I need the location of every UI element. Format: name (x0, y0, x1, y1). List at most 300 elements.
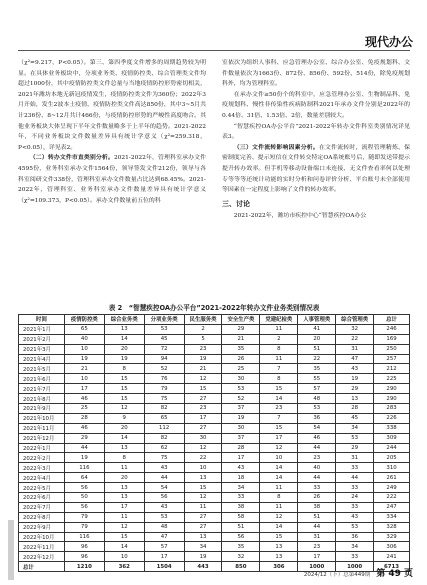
table-row (19, 423, 410, 433)
table-cell: 8 (260, 374, 298, 384)
table-cell: 2022年11月 (19, 542, 65, 552)
table-cell: 2022年4月 (19, 473, 65, 483)
table-cell: 2022年3月 (19, 463, 65, 473)
column-header: 分项业务类 (144, 315, 184, 325)
table-cell: 51 (222, 522, 260, 532)
table-header-row (19, 315, 410, 325)
table-cell: 11 (184, 502, 222, 512)
table-cell: 14 (260, 473, 298, 483)
table-cell: 2021年6月 (19, 374, 65, 384)
table-cell: 13 (104, 483, 144, 493)
table-cell: 225 (374, 374, 410, 384)
table-cell: 19 (184, 552, 222, 562)
table-cell: 50 (64, 493, 104, 503)
table-cell: 62 (144, 443, 184, 453)
table-row (19, 374, 410, 384)
table-cell: 52 (144, 364, 184, 374)
table-cell: 205 (374, 453, 410, 463)
table-cell: 28 (336, 404, 374, 414)
table-cell: 27 (184, 522, 222, 532)
table-cell: 8 (260, 493, 298, 503)
table-cell: 9 (104, 413, 144, 423)
table-cell: 306 (260, 562, 298, 572)
table-cell: 329 (374, 532, 410, 542)
table-cell: 45 (336, 413, 374, 423)
table-cell: 33 (222, 493, 260, 503)
left-column (18, 58, 206, 294)
table-cell: 15 (104, 384, 144, 394)
table-cell: 290 (374, 384, 410, 394)
table-cell: 35 (222, 344, 260, 354)
table-cell: 116 (64, 532, 104, 542)
table-cell: 56 (222, 532, 260, 542)
table-cell: 2021年4月 (19, 354, 65, 364)
table-cell: 65 (144, 413, 184, 423)
paragraph-text: 2021-2022年，管理科室承办文件4595份，业务科室承办文件1564份，领导签发文件212份，领导与各科室阅研文件338份，管理科室承办文件数量占比达到68.45%。2021-2022年，管理科室、业务科室承办文件数量差异具有统计学意义（χ²=109.373，P<0.05）。承办文件数量前五位的科 (18, 155, 206, 204)
table-cell: 41 (298, 324, 336, 334)
table-cell: 23 (298, 453, 336, 463)
subsection-heading: （二）转办文件市直类别分析。 (29, 155, 114, 162)
corner-mark (8, 520, 14, 580)
table-cell: 250 (374, 344, 410, 354)
table-cell: 12 (104, 404, 144, 414)
table-cell: 112 (144, 423, 184, 433)
table-cell: 2021年9月 (19, 404, 65, 414)
table-row (19, 453, 410, 463)
table-cell: 338 (374, 423, 410, 433)
column-header: 人事管理类 (298, 315, 336, 325)
table-cell: 2021年7月 (19, 384, 65, 394)
table-cell: 79 (144, 384, 184, 394)
table-cell: 27 (184, 394, 222, 404)
table-cell: 14 (104, 433, 144, 443)
table-row (19, 334, 410, 344)
table-cell: 53 (144, 512, 184, 522)
table-cell: 47 (144, 532, 184, 542)
table-cell: 33 (336, 502, 374, 512)
header-rule (18, 50, 410, 51)
table-cell: 246 (374, 324, 410, 334)
table-cell: 25 (222, 364, 260, 374)
table-cell: 10 (184, 463, 222, 473)
column-header: 民生服务类 (184, 315, 222, 325)
table-cell: 27 (184, 423, 222, 433)
body-columns (18, 58, 410, 294)
table-cell: 44 (298, 473, 336, 483)
table-cell: 40 (298, 463, 336, 473)
table-cell: 96 (64, 542, 104, 552)
table-cell: 2021年11月 (19, 423, 65, 433)
table-cell: 53 (222, 384, 260, 394)
table-cell: 12 (260, 512, 298, 522)
table-cell: 15 (104, 532, 144, 542)
table-cell: 13 (184, 473, 222, 483)
paragraph-text: 在承办文件≥50份个的科室中，应急管理办公室、生物制品科、免疫规划科、慢性非传染性疾病防制科2021年承办文件分别是2022年的0.44倍、31倍、1.53倍、2倍，数量差别较大。 (222, 91, 410, 119)
table-cell: 10 (104, 552, 144, 562)
table-cell: 22 (184, 453, 222, 463)
table-cell: 34 (336, 423, 374, 433)
table-cell: 44 (298, 522, 336, 532)
table-cell: 48 (298, 394, 336, 404)
table-cell: 21 (184, 364, 222, 374)
table-row (19, 512, 410, 522)
table-cell: 261 (374, 473, 410, 483)
table-cell: 29 (64, 433, 104, 443)
table-cell: 247 (374, 502, 410, 512)
table-cell: 2 (184, 324, 222, 334)
table-cell: 13 (184, 532, 222, 542)
table-cell: 76 (144, 374, 184, 384)
table-cell: 2021年3月 (19, 344, 65, 354)
table-cell: 17 (104, 502, 144, 512)
table-cell: 23 (260, 404, 298, 414)
table-cell: 33 (336, 483, 374, 493)
table-cell: 12 (184, 493, 222, 503)
table-cell: 38 (222, 502, 260, 512)
table-row (19, 344, 410, 354)
business-category-table (18, 314, 410, 572)
table-cell: 79 (64, 512, 104, 522)
table-cell: 15 (260, 384, 298, 394)
table-cell: 36 (336, 532, 374, 542)
table-cell: 53 (144, 324, 184, 334)
table-row (19, 473, 410, 483)
table-cell: 20 (104, 473, 144, 483)
table-cell: 283 (374, 404, 410, 414)
table-cell: 12 (260, 443, 298, 453)
paragraph-text: （χ²=9.217，P<0.05）。第三、第四季度文件增多的周期趋势较为明显。在具体业务板块中，分项业务类、疫情防控类、综合管理类文件均超过1000份，其中疫情防控类文件总量与当地疫情防控形势密切相关，2021年潍坊本地无新冠疫情发生，疫情防控类文件为360份；2022年3月开始，发生2波本土疫情，疫情防控类文件高达850份，其中3~5月共计236份、8~12月共计466份，与疫情防控形势的严峻性高度吻合。其他业务板块大体呈现下半年文件数量略多于上半年的趋势。2021-2022年，不同业务板块文件数量差异具有统计学意义（χ²=259.318，P<0.05），详见表2。 (18, 60, 206, 151)
table-cell: 34 (222, 483, 260, 493)
table-cell: 21 (222, 334, 260, 344)
table-row (19, 522, 410, 532)
table-cell: 19 (104, 354, 144, 364)
table-cell: 32 (222, 552, 260, 562)
table-cell: 54 (298, 423, 336, 433)
table-cell: 15 (184, 384, 222, 394)
table-cell: 15 (104, 374, 144, 384)
paragraph-text: “智慧疾控OA办公平台”2021-2022年转办文件科室类别情况详见表3。 (222, 123, 410, 141)
table-cell: 56 (64, 502, 104, 512)
table-cell: 30 (222, 423, 260, 433)
table-cell: 33 (298, 483, 336, 493)
table-cell: 19 (336, 374, 374, 384)
table-cell: 55 (298, 374, 336, 384)
table-cell: 44 (144, 473, 184, 483)
table-cell: 15 (184, 483, 222, 493)
table-cell: 10 (260, 453, 298, 463)
table-cell: 15 (260, 532, 298, 542)
table-cell: 65 (64, 324, 104, 334)
table-cell: 11 (260, 502, 298, 512)
table-cell: 2022年8月 (19, 512, 65, 522)
body-paragraph (222, 211, 410, 222)
table-cell: 334 (374, 512, 410, 522)
table-cell: 20 (298, 334, 336, 344)
table-cell: 13 (260, 552, 298, 562)
table-cell: 57 (298, 384, 336, 394)
column-header: 总计 (374, 315, 410, 325)
table-cell: 2022年5月 (19, 483, 65, 493)
body-paragraph (222, 58, 410, 90)
table-cell: 7 (260, 364, 298, 374)
column-header: 综合管理类 (336, 315, 374, 325)
table-cell: 22 (298, 354, 336, 364)
table-cell: 1000 (336, 562, 374, 572)
table-cell: 48 (144, 522, 184, 532)
table-cell: 46 (298, 433, 336, 443)
table-cell: 56 (64, 483, 104, 493)
table-cell: 75 (144, 394, 184, 404)
table-cell: 14 (104, 334, 144, 344)
table-cell: 2022年1月 (19, 443, 65, 453)
table-cell: 10 (64, 374, 104, 384)
table-cell: 13 (260, 542, 298, 552)
table-cell: 2022年9月 (19, 522, 65, 532)
table-cell: 11 (260, 354, 298, 364)
table-cell: 25 (64, 404, 104, 414)
column-header: 综合业务类 (104, 315, 144, 325)
subsection-heading: （三）文件流转影响因素分析。 (233, 144, 319, 151)
table-row (19, 483, 410, 493)
table-cell: 37 (222, 404, 260, 414)
table-cell: 94 (144, 354, 184, 364)
table-cell: 2021年1月 (19, 324, 65, 334)
table-cell: 2021年8月 (19, 394, 65, 404)
table-row (19, 354, 410, 364)
table-cell: 26 (222, 354, 260, 364)
table-cell: 17 (64, 384, 104, 394)
table-cell: 54 (144, 483, 184, 493)
table-cell: 33 (336, 463, 374, 473)
table-cell: 241 (374, 552, 410, 562)
table-cell: 15 (104, 394, 144, 404)
table-cell: 44 (298, 443, 336, 453)
table-cell: 总计 (19, 562, 65, 572)
body-paragraph (18, 153, 206, 206)
table-cell: 75 (144, 453, 184, 463)
table-cell: 44 (336, 473, 374, 483)
table-cell: 53 (336, 522, 374, 532)
table-cell: 36 (298, 413, 336, 423)
table-row (19, 532, 410, 542)
table-cell: 13 (336, 394, 374, 404)
table-cell: 10 (64, 344, 104, 354)
table-cell: 43 (336, 364, 374, 374)
table-cell: 43 (144, 463, 184, 473)
table-cell: 37 (222, 433, 260, 443)
table-cell: 8 (104, 453, 144, 463)
right-column (222, 58, 410, 294)
table-row (19, 493, 410, 503)
table-cell: 328 (374, 522, 410, 532)
table-cell: 2022年12月 (19, 552, 65, 562)
table-cell: 18 (222, 473, 260, 483)
table-cell: 12 (184, 443, 222, 453)
table-cell: 2022年10月 (19, 532, 65, 542)
table-cell: 31 (298, 532, 336, 542)
table-cell: 11 (104, 512, 144, 522)
table-cell: 17 (222, 453, 260, 463)
table-cell: 27 (184, 512, 222, 522)
table-row (19, 552, 410, 562)
table-cell: 222 (374, 493, 410, 503)
table-cell: 43 (144, 502, 184, 512)
table-cell: 72 (144, 344, 184, 354)
table-cell: 51 (298, 344, 336, 354)
paragraph-text: 2021-2022年，潍坊市疾控中心“智慧疾控OA办公 (233, 212, 367, 219)
table-cell: 38 (298, 502, 336, 512)
table-cell: 30 (222, 374, 260, 384)
table-cell: 44 (64, 443, 104, 453)
table-cell: 15 (260, 423, 298, 433)
paragraph-text: 室依次为组织人事科、应急管理办公室、综合办公室、免疫规划科、文件数量依次为1663份、872份、856份、592份、514份，除免疫规划科外，均为管理科室。 (222, 60, 410, 88)
column-header: 党建纪检类 (260, 315, 298, 325)
table-cell: 29 (222, 324, 260, 334)
table-cell: 20 (104, 423, 144, 433)
table-cell: 226 (374, 413, 410, 423)
table-cell: 310 (374, 463, 410, 473)
table-cell: 2022年6月 (19, 493, 65, 503)
table-cell: 309 (374, 433, 410, 443)
table-cell: 2021年12月 (19, 433, 65, 443)
table-cell: 26 (298, 493, 336, 503)
table-cell: 13 (104, 443, 144, 453)
issue-label: 2024/12（下）总第449期 (303, 572, 371, 578)
table-cell: 22 (336, 334, 374, 344)
table-cell: 33 (336, 552, 374, 562)
table-cell: 11 (104, 463, 144, 473)
table-cell: 31 (336, 344, 374, 354)
body-paragraph (222, 143, 410, 196)
table-cell: 28 (222, 443, 260, 453)
table-cell: 30 (184, 433, 222, 443)
table-row (19, 384, 410, 394)
table-cell: 96 (64, 552, 104, 562)
table-cell: 21 (64, 364, 104, 374)
table-cell: 19 (64, 453, 104, 463)
table-cell: 79 (64, 522, 104, 532)
body-paragraph (222, 122, 410, 143)
table-cell: 53 (298, 404, 336, 414)
table-cell: 14 (260, 394, 298, 404)
table-cell: 8 (260, 344, 298, 354)
table-row (19, 364, 410, 374)
table-cell: 2021年10月 (19, 413, 65, 423)
table-cell: 34 (184, 542, 222, 552)
table-cell: 28 (64, 413, 104, 423)
table-cell: 58 (222, 512, 260, 522)
table-row (19, 413, 410, 423)
table-row (19, 542, 410, 552)
table-cell: 40 (64, 334, 104, 344)
table-cell: 23 (298, 542, 336, 552)
table-cell: 31 (336, 453, 374, 463)
table-cell: 20 (104, 344, 144, 354)
table-cell: 212 (374, 364, 410, 374)
table-row (19, 433, 410, 443)
table-cell: 443 (184, 562, 222, 572)
table-cell: 56 (144, 493, 184, 503)
table-cell: 7 (260, 413, 298, 423)
section-title: 现代办公 (364, 35, 413, 49)
table-row (19, 404, 410, 414)
table-cell: 116 (64, 463, 104, 473)
body-paragraph (222, 90, 410, 122)
table-cell: 35 (222, 542, 260, 552)
table-cell: 43 (222, 463, 260, 473)
table-cell: 17 (144, 552, 184, 562)
table-cell: 17 (260, 433, 298, 443)
table-cell: 6713 (374, 562, 410, 572)
table-cell: 257 (374, 354, 410, 364)
page-footer (304, 566, 413, 579)
table-cell: 5 (184, 334, 222, 344)
table-cell: 14 (104, 542, 144, 552)
table-cell: 12 (184, 374, 222, 384)
table-cell: 1000 (298, 562, 336, 572)
page-number: 第 49 页 (376, 569, 413, 579)
table-cell: 290 (374, 394, 410, 404)
table-cell: 19 (64, 354, 104, 364)
table-cell: 249 (374, 483, 410, 493)
table-cell: 306 (374, 542, 410, 552)
table-cell: 23 (184, 344, 222, 354)
table-cell: 46 (64, 394, 104, 404)
table-cell: 46 (64, 423, 104, 433)
body-paragraph (18, 58, 206, 153)
table-cell: 82 (144, 433, 184, 443)
column-header: 安全生产类 (222, 315, 260, 325)
table-cell: 11 (260, 483, 298, 493)
table-cell: 45 (144, 334, 184, 344)
table-cell: 362 (104, 562, 144, 572)
table-cell: 14 (260, 522, 298, 532)
table-cell: 24 (336, 493, 374, 503)
table-cell: 2022年2月 (19, 453, 65, 463)
table-cell: 850 (222, 562, 260, 572)
table-cell: 169 (374, 334, 410, 344)
table-cell: 32 (336, 324, 374, 334)
table-cell: 19 (184, 354, 222, 364)
column-header: 疫情防控类 (64, 315, 104, 325)
table-cell: 43 (336, 512, 374, 522)
section-heading: 三、讨论 (222, 199, 250, 208)
table-cell: 2021年2月 (19, 334, 65, 344)
table-row (19, 463, 410, 473)
table-cell: 29 (336, 384, 374, 394)
table-cell: 17 (298, 552, 336, 562)
table-cell: 14 (260, 463, 298, 473)
table-cell: 64 (64, 473, 104, 483)
table-cell: 1504 (144, 562, 184, 572)
table-cell: 2021年5月 (19, 364, 65, 374)
table-caption: 表 2 “智慧疾控OA办公平台”2021-2022年转办文件业务类别情况表 (108, 304, 320, 312)
table-cell: 12 (104, 522, 144, 532)
table-cell: 13 (104, 324, 144, 334)
paragraph-text: 在文件流转时，流程管理精炼、保密制度完善、提示短信在文件转交特定OA系统账号后，随即发送带提示提升转办效率。但手机等移动设备端口未连接、无文件查看率何以处理专等等等还统计功能的实时分析和问卷评价分析、平台账号未全部使用等因素在一定程度上影响了文件的转办效率。 (222, 144, 410, 194)
table-cell: 19 (222, 413, 260, 423)
table-cell: 29 (336, 443, 374, 453)
table-cell: 13 (104, 493, 144, 503)
table-cell: 23 (184, 404, 222, 414)
column-header: 时间 (19, 315, 65, 325)
table-cell: 82 (144, 404, 184, 414)
table-cell: 17 (184, 413, 222, 423)
table-cell: 244 (374, 443, 410, 453)
table-row (19, 394, 410, 404)
table-cell: 53 (336, 433, 374, 443)
table-cell: 52 (222, 394, 260, 404)
